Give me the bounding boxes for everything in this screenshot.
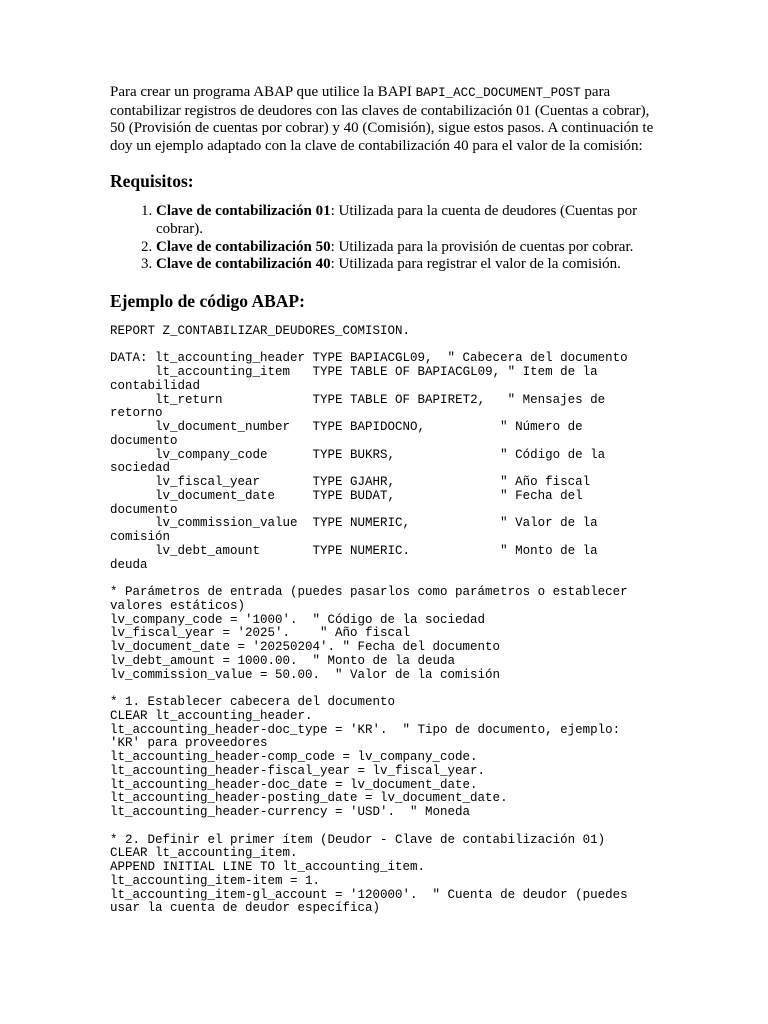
list-item [156, 239, 658, 257]
list-item-bold: Clave de contabilización 01 [156, 203, 331, 220]
code-heading: Ejemplo de código ABAP: [110, 290, 305, 311]
list-item-text: : Utilizada para registrar el valor de la comisión. [330, 256, 621, 273]
intro-text-after: para contabilizar registros de deudores con las claves de contabilización 01 (Cuentas a cobrar), 50 (Provisión de cuentas por cobrar) y 40 (Comisión), sigue estos pasos. A continuación te doy un ejemplo adaptado con la clave de contabilización 40 para el valor de la comisión: [110, 84, 654, 154]
list-item-text: : Utilizada para la provisión de cuentas por cobrar. [330, 238, 634, 255]
code-block: REPORT Z_CONTABILIZAR_DEUDORES_COMISION. DATA: lt_accounting_header TYPE BAPIACGL09, " Cabecera del documento lt_accounting_item TYPE TABLE OF BAPIACGL09, " Item de la contabilidad lt_return TYPE TABLE OF BAPIRET2, " Mensajes de retorno lv_document_number TYPE BAPIDOCNO, " Número de documento lv_company_code TYPE BUKRS, " Código de la sociedad lv_fiscal_year TYPE GJAHR, " Año fiscal lv_document_date TYPE BUDAT, " Fecha del documento lv_commission_value TYPE NUMERIC, " Valor de la comisión lv_debt_amount TYPE NUMERIC. " Monto de la deuda * Parámetros de entrada (puedes pasarlos como parámetros o establecer valores estáticos) lv_company_code = '1000'. " Código de la sociedad lv_fiscal_year = '2025'. " Año fiscal lv_document_date = '20250204'. " Fecha del documento lv_debt_amount = 1000.00. " Monto de la deuda lv_commission_value = 50.00. " Valor de la comisión * 1. Establecer cabecera del documento CLEAR lt_accounting_header. lt_accounting_header-doc_type = 'KR'. " Tipo de documento, ejemplo: 'KR' para proveedores lt_accounting_header-comp_code = lv_company_code. lt_accounting_header-fiscal_year = lv_fiscal_year. lt_accounting_header-doc_date = lv_document_date. lt_accounting_header-posting_date = lv_document_date. lt_accounting_header-currency = 'USD'. " Moneda * 2. Definir el primer ítem (Deudor - Clave de contabilización 01) CLEAR lt_accounting_item. APPEND INITIAL LINE TO lt_accounting_item. lt_accounting_item-item = 1. lt_accounting_item-gl_account = '120000'. " Cuenta de deudor (puedes usar la cuenta de deudor específica) [110, 323, 628, 916]
document-page [110, 84, 658, 916]
list-item-text: : Utilizada para la cuenta de deudores (Cuentas por cobrar). [156, 203, 638, 237]
list-item [156, 203, 658, 238]
bapi-name: BAPI_ACC_DOCUMENT_POST [415, 86, 581, 100]
intro-text-before: Para crear un programa ABAP que utilice la BAPI [110, 84, 416, 100]
intro-paragraph [110, 84, 658, 155]
list-item-bold: Clave de contabilización 40 [156, 256, 331, 273]
list-item-bold: Clave de contabilización 50 [156, 238, 331, 255]
list-item [156, 256, 658, 274]
requisitos-list [110, 203, 658, 273]
requisitos-heading: Requisitos: [110, 171, 194, 192]
